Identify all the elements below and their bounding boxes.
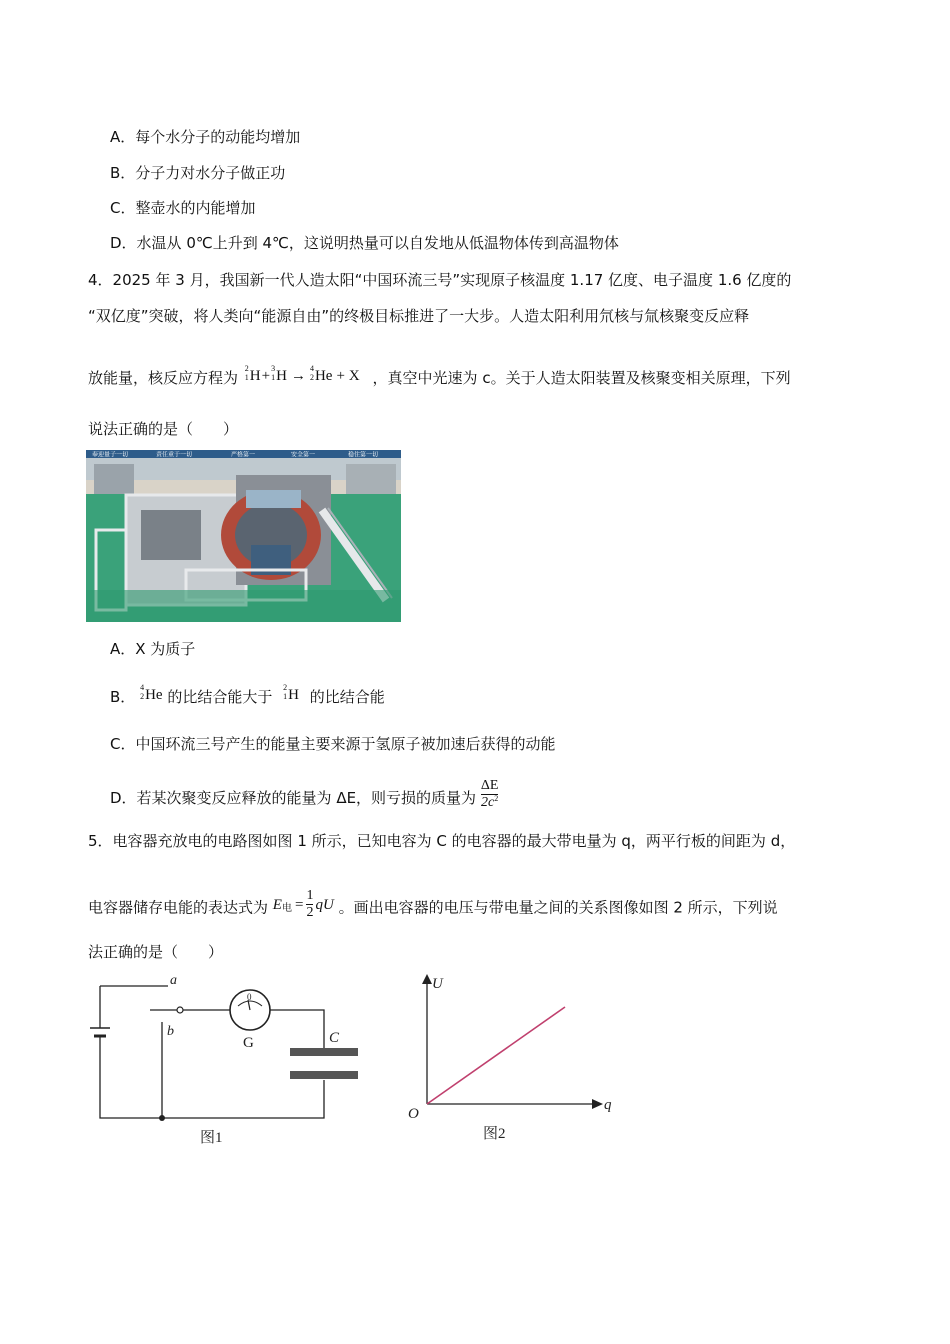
- q4-stem-text-after: ，真空中光速为 c。关于人造太阳装置及核聚变相关原理，下列: [372, 369, 791, 387]
- galvanometer-zero: 0: [247, 992, 252, 1002]
- figure-1-caption: 图1: [200, 1130, 223, 1146]
- q4-option-c: C．中国环流三号产生的能量主要来源于氢原子被加速后获得的动能: [110, 735, 556, 753]
- axis-label-U: U: [432, 976, 443, 992]
- q4-stem-line1: 4．2025 年 3 月，我国新一代人造太阳“中国环流三号”实现原子核温度 1.17 亿度、电子温度 1.6 亿度的: [88, 271, 792, 289]
- deuterium-nuclide: 2 1 H: [283, 683, 299, 703]
- axis-label-q: q: [604, 1097, 612, 1113]
- q4-stem-line3: [88, 364, 791, 398]
- figure-1-circuit: [88, 970, 378, 1150]
- photo-sign-2: 责任重于一切: [156, 451, 193, 459]
- q5-stem-line1: 5．电容器充放电的电路图如图 1 所示，已知电容为 C 的电容器的最大带电量为 q，两平行板的间距为 d，: [88, 832, 796, 850]
- q4-stem-line4: 说法正确的是（ ）: [88, 420, 239, 438]
- label-a: a: [170, 973, 177, 988]
- label-b: b: [167, 1024, 174, 1039]
- q4-stem-line2: “双亿度”突破，将人类向“能源自由”的终极目标推进了一大步。人造太阳利用氘核与氚核聚变反应释: [88, 307, 750, 325]
- mass-defect-fraction: $\frac{\Delta E}{2c2}$: [480, 778, 499, 810]
- q3-option-a: A．每个水分子的动能均增加: [110, 128, 301, 146]
- q5-stem-line3: 法正确的是（ ）: [88, 943, 224, 961]
- figure-2-caption: 图2: [483, 1126, 506, 1142]
- q3-option-c: C．整壶水的内能增加: [110, 199, 256, 217]
- q3-option-d: D．水温从 0℃上升到 4℃，这说明热量可以自发地从低温物体传到高温物体: [110, 234, 619, 252]
- helium-nuclide: 4 2 He: [140, 683, 163, 703]
- photo-sign-3: 严格第一: [231, 451, 256, 459]
- q4-option-a: A．X 为质子: [110, 640, 196, 658]
- origin-label: O: [408, 1106, 419, 1122]
- nuclear-equation: 2 1 H + 3 1 H → 4 2 He + X: [244, 364, 360, 384]
- fusion-device-photo: [86, 450, 401, 622]
- q3-option-b: B．分子力对水分子做正功: [110, 164, 286, 182]
- q5-stem-line2: 电容器储存电能的表达式为 E 电 = $\frac{1}{2}$ qU 。画出电容器的电压与带电量之间的关系图像如图 2 所示，下列说: [88, 888, 778, 920]
- label-G: G: [243, 1035, 254, 1051]
- q4-option-d: D．若某次聚变反应释放的能量为 ΔE，则亏损的质量为 $\frac{\Delta E}{2c2}$: [110, 778, 499, 810]
- voltage-charge-line: [427, 1007, 565, 1104]
- energy-formula: E 电 = $\frac{1}{2}$ qU: [272, 888, 334, 920]
- photo-sign-4: 安全第一: [291, 451, 316, 459]
- label-C: C: [329, 1030, 340, 1046]
- figure-2-graph: [400, 970, 630, 1150]
- photo-sign-5: 稳住第一切: [348, 451, 379, 459]
- photo-sign-1: 奉迎量子一切: [92, 451, 129, 459]
- q4-option-b: B． 4 2 He 的比结合能大于 2 1 H 的比结合能: [110, 683, 385, 706]
- q4-stem-text: 放能量，核反应方程为: [88, 369, 239, 387]
